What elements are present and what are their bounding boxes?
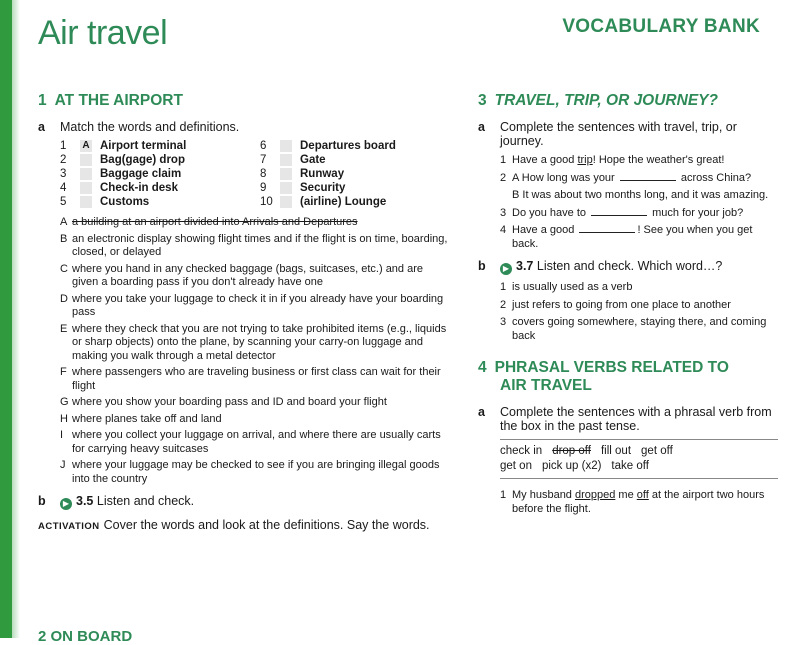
definition-item: J where your luggage may be checked to see if you are bringing illegal goods into the country (60, 459, 440, 485)
exercise-3a-instruction: a Complete the sentences with travel, trip, or journey. (478, 120, 737, 148)
answer-box[interactable] (280, 182, 292, 194)
definition-item: D where you take your luggage to check it in if you already have your boarding pass (60, 292, 444, 318)
answer-box[interactable]: A (80, 140, 92, 152)
match-item: 7 Gate (260, 154, 326, 166)
exercise-1a-instruction: a Match the words and definitions. (38, 120, 240, 134)
answer-box[interactable] (80, 168, 92, 180)
question-item: 1 is usually used as a verb (500, 281, 633, 293)
question-item: 3 covers going somewhere, staying there, and coming back (500, 316, 767, 342)
exercise-3b-instruction: b ▶ 3.7 Listen and check. Which word…? (478, 259, 723, 273)
phrasal-verb-row: get on pick up (x2) take off (500, 460, 649, 472)
answer-box[interactable] (80, 196, 92, 208)
section-4-heading: 4 PHRASAL VERBS RELATED TO AIR TRAVEL (478, 359, 729, 394)
match-item: 4 Check-in desk (60, 182, 178, 194)
answer-box[interactable] (280, 168, 292, 180)
answer-box[interactable] (80, 182, 92, 194)
matching-word-list (60, 140, 448, 208)
sentence-item: 3 Do you have to much for your job? (500, 206, 744, 219)
answer-box[interactable] (280, 196, 292, 208)
match-item: 9 Security (260, 182, 346, 194)
section-2-heading-cutoff: 2 ON BOARD (38, 628, 133, 645)
right-column (478, 92, 778, 520)
exercise-4a-instruction: a Complete the sentences with a phrasal verb from the box in the past tense. (478, 405, 772, 433)
phrasal-verb-box (500, 439, 778, 479)
definition-item: F where passengers who are traveling business or first class can wait for their flight (60, 366, 441, 392)
answer-box[interactable] (280, 140, 292, 152)
definition-item: C where you hand in any checked baggage (bags, suitcases, etc.) and are given a boarding pass if you don't already have one (60, 262, 424, 288)
phrasal-sentence-list (500, 489, 778, 516)
exercise-1b-instruction: b ▶ 3.5 Listen and check. (38, 494, 195, 508)
sentence-item: 2 A How long was your across China? (500, 171, 752, 184)
audio-icon[interactable]: ▶ (500, 263, 512, 275)
question-item: 2 just refers to going from one place to another (500, 298, 731, 311)
answer-blank[interactable] (579, 232, 635, 233)
match-item: 5 Customs (60, 196, 150, 208)
match-item: 6 Departures board (260, 140, 396, 152)
left-column (38, 92, 448, 532)
audio-icon[interactable]: ▶ (60, 498, 72, 510)
section-1-heading: 1 AT THE AIRPORT (38, 92, 183, 109)
match-item: 2 Bag(gage) drop (60, 154, 185, 166)
sentence-item: B It was about two months long, and it was amazing. (512, 189, 769, 201)
definition-item: I where you collect your luggage on arrival, and where there are usually carts for carrying heavy suitcases (60, 429, 441, 455)
definition-list (60, 216, 448, 486)
sentence-item: 1 My husband dropped me off at the airport two hours before the flight. (500, 489, 765, 515)
match-item: 10 (airline) Lounge (260, 196, 387, 208)
phrasal-verb-row: check in drop off fill out get off (500, 445, 673, 457)
filled-answer: trip (577, 154, 593, 166)
answer-box[interactable] (280, 154, 292, 166)
definition-item: B an electronic display showing flight times and if the flight is on time, boarding, closed, or delayed (60, 232, 448, 258)
answer-box[interactable] (80, 154, 92, 166)
match-item: 3 Baggage claim (60, 168, 182, 180)
activation-note: ACTIVATION Cover the words and look at the definitions. Say the words. (38, 518, 430, 532)
page-edge-strip (0, 0, 12, 638)
sentence-list (500, 154, 778, 251)
match-item: 8 Runway (260, 168, 345, 180)
definition-item: E where they check that you are not trying to take prohibited items (e.g., liquids or sharp objects) onto the plane, by scanning your carry-on luggage and making you walk through a metal detector (60, 322, 447, 362)
definition-item: G where you show your boarding pass and ID and board your flight (60, 396, 387, 408)
match-item: 1 A Airport terminal (60, 140, 187, 152)
section-3-heading: 3 TRAVEL, TRIP, OR JOURNEY? (478, 92, 718, 109)
answer-blank[interactable] (620, 180, 676, 181)
page-title: Air travel (38, 14, 168, 52)
vocabulary-bank-label: VOCABULARY BANK (562, 16, 760, 37)
definition-item: A a building at an airport divided into Arrivals and Departures (60, 216, 358, 228)
question-list (500, 281, 778, 343)
sentence-item: 4 Have a good ! See you when you get back. (500, 224, 753, 250)
definition-item: H where planes take off and land (60, 412, 222, 425)
answer-blank[interactable] (591, 215, 647, 216)
sentence-item: 1 Have a good trip! Hope the weather's great! (500, 154, 725, 166)
